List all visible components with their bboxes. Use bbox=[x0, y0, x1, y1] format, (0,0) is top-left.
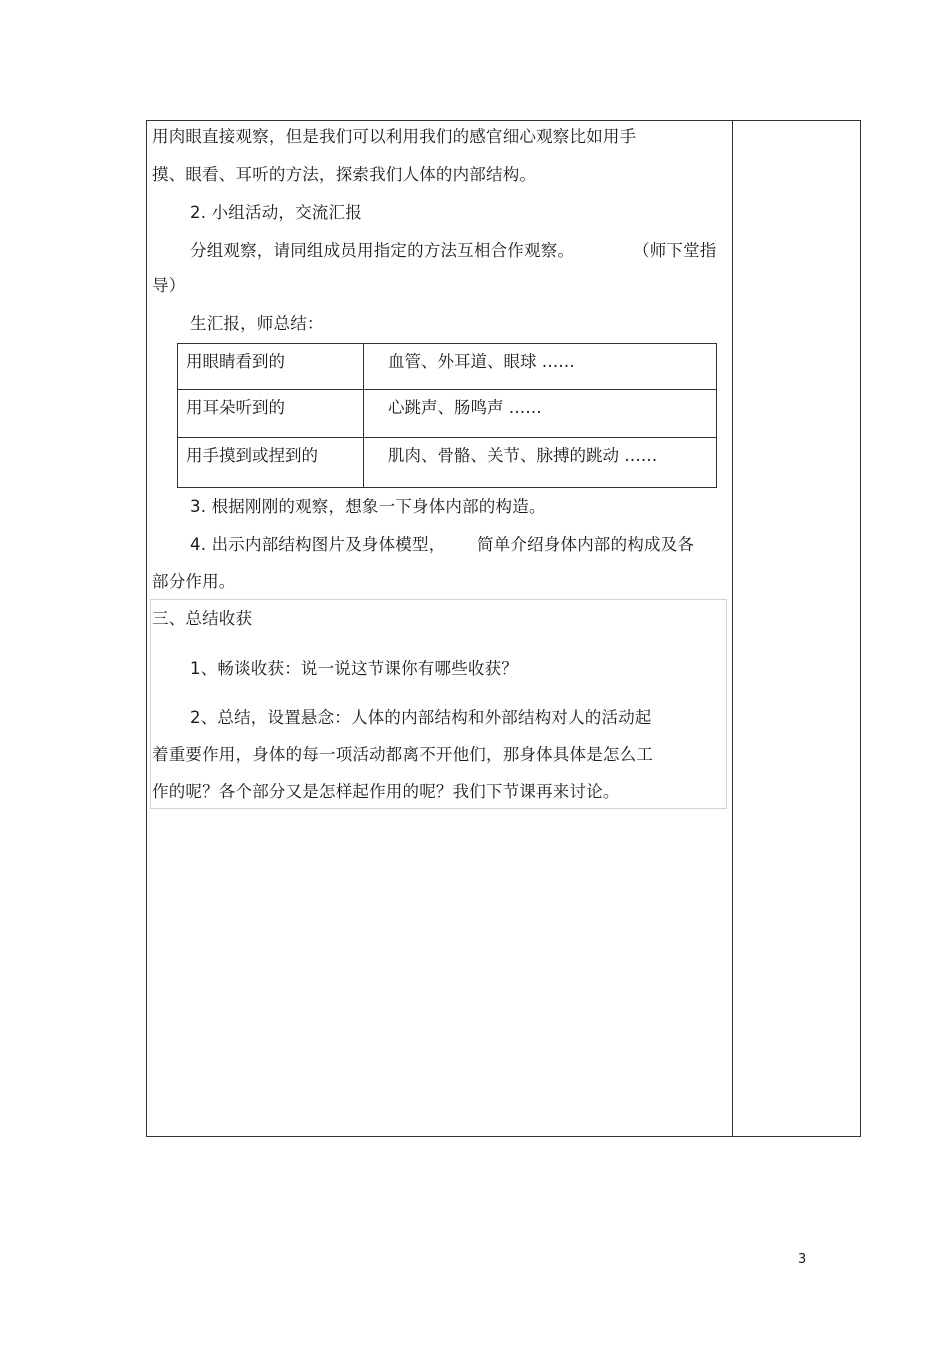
step-heading: 4. 出示内部结构图片及身体模型， bbox=[190, 535, 446, 554]
table-row bbox=[178, 438, 716, 487]
summary-item: 着重要作用，身体的每一项活动都离不开他们，那身体具体是怎么工 bbox=[152, 745, 653, 764]
summary-item: 1、畅谈收获：说一说这节课你有哪些收获？ bbox=[190, 659, 518, 678]
paragraph-line: 部分作用。 bbox=[152, 572, 236, 591]
step-heading: 2. 小组活动，交流汇报 bbox=[190, 203, 362, 222]
paragraph-line: 摸、眼看、耳听的方法，探索我们人体的内部结构。 bbox=[152, 165, 537, 184]
summary-section bbox=[150, 599, 727, 809]
column-divider bbox=[732, 121, 733, 1136]
paragraph-line: 简单介绍身体内部的构成及各 bbox=[477, 535, 695, 554]
table-cell-method: 用耳朵听到的 bbox=[186, 398, 285, 417]
table-cell-method: 用眼睛看到的 bbox=[186, 352, 285, 371]
paragraph-line: 生汇报，师总结： bbox=[190, 314, 324, 333]
table-cell-result: 肌肉、骨骼、关节、脉搏的跳动 …… bbox=[388, 446, 658, 465]
page-number: 3 bbox=[798, 1252, 807, 1267]
table-row bbox=[178, 390, 716, 438]
paragraph-note: 导） bbox=[152, 276, 186, 295]
observation-table bbox=[177, 343, 717, 488]
step-heading: 3. 根据刚刚的观察，想象一下身体内部的构造。 bbox=[190, 497, 546, 516]
paragraph-note: （师下堂指 bbox=[633, 241, 717, 260]
table-cell-method: 用手摸到或捏到的 bbox=[186, 446, 318, 465]
summary-item: 2、总结，设置悬念：人体的内部结构和外部结构对人的活动起 bbox=[190, 708, 652, 727]
table-cell-result: 血管、外耳道、眼球 …… bbox=[388, 352, 575, 371]
section-heading: 三、总结收获 bbox=[152, 609, 253, 628]
paragraph-line: 分组观察，请同组成员用指定的方法互相合作观察。 bbox=[190, 241, 575, 260]
paragraph-line: 用肉眼直接观察，但是我们可以利用我们的感官细心观察比如用手 bbox=[152, 127, 637, 146]
summary-item: 作的呢？各个部分又是怎样起作用的呢？我们下节课再来讨论。 bbox=[152, 782, 620, 801]
table-cell-result: 心跳声、肠鸣声 …… bbox=[388, 398, 542, 417]
table-row bbox=[178, 344, 716, 390]
